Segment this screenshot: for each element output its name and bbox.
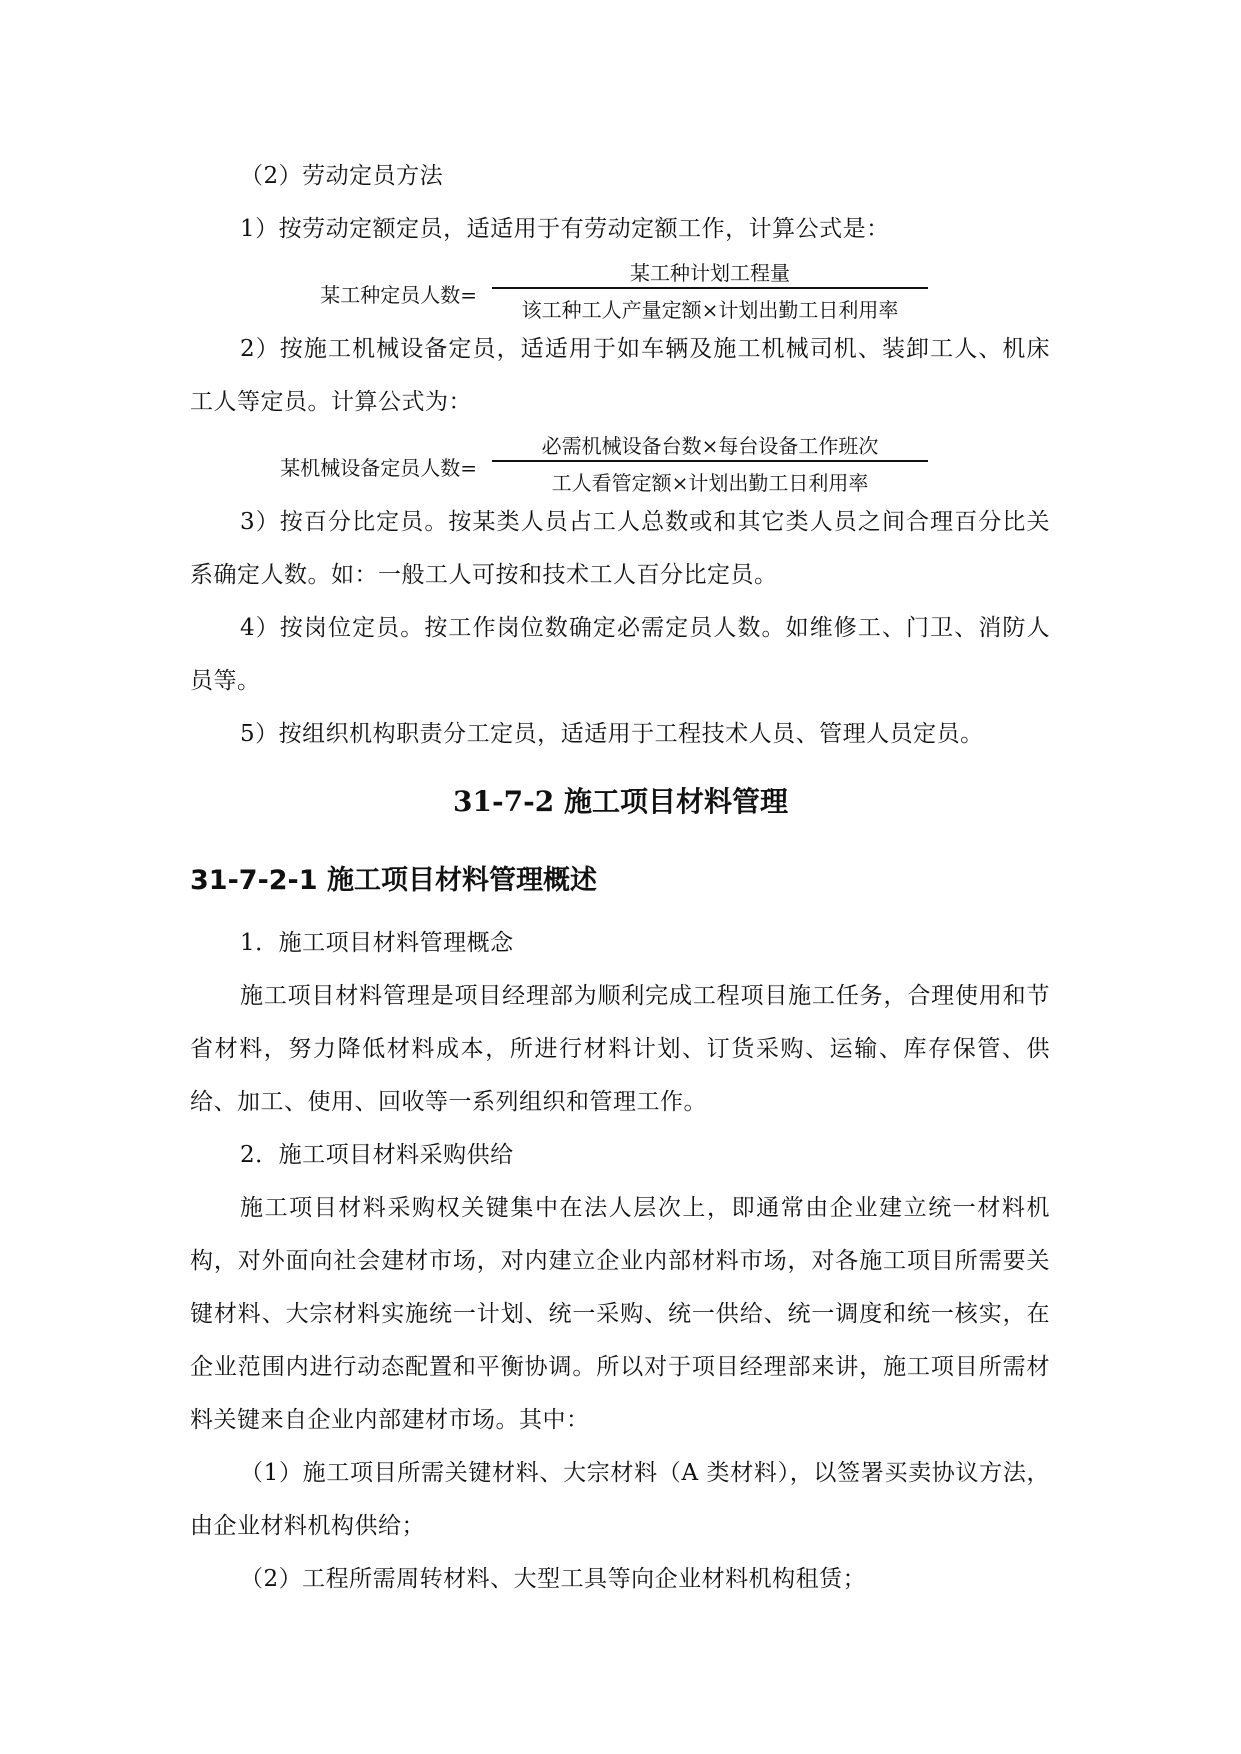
- formula-labor-quota: [0, 257, 1241, 327]
- method-heading: （2）劳动定员方法: [240, 163, 444, 189]
- body-paragraph-1: 施工项目材料管理是项目经理部为顺利完成工程项目施工任务，合理使用和节省材料，努力降低材料成本，所进行材料计划、订货采购、运输、库存保管、供给、加工、使用、回收等一系列组织和管理工作。: [190, 983, 1050, 1115]
- body-heading-2: 2．施工项目材料采购供给: [240, 1142, 514, 1168]
- formula-denominator: 工人看管定额×计划出勤工日利用率: [551, 471, 869, 495]
- formula-machine-quota: [0, 430, 1241, 500]
- body-paragraph-2: 施工项目材料采购权关键集中在法人层次上，即通常由企业建立统一材料机构，对外面向社会建材市场，对内建立企业内部材料市场，对各施工项目所需要关键材料、大宗材料实施统一计划、统一采购、统一供给、统一调度和统一核实，在企业范围内进行动态配置和平衡协调。所以对于项目经理部来讲，施工项目所需材料关键来自企业内部建材市场。其中：: [190, 1195, 1050, 1433]
- method-4: 4）按岗位定员。按工作岗位数确定必需定员人数。如维修工、门卫、消防人员等。: [190, 615, 1050, 694]
- fraction-bar: [492, 460, 928, 462]
- method-2: 2）按施工机械设备定员，适适用于如车辆及施工机械司机、装卸工人、机床工人等定员。计算公式为：: [190, 336, 1050, 415]
- body-heading-1: 1．施工项目材料管理概念: [240, 930, 514, 956]
- formula-denominator: 该工种工人产量定额×计划出勤工日利用率: [521, 298, 899, 322]
- formula-lhs: 某机械设备定员人数=: [280, 456, 477, 480]
- method-3: 3）按百分比定员。按某类人员占工人总数或和其它类人员之间合理百分比关系确定人数。如：一般工人可按和技术工人百分比定员。: [190, 509, 1050, 588]
- formula-lhs: 某工种定员人数=: [320, 283, 477, 307]
- section-title: 31-7-2 施工项目材料管理: [453, 785, 788, 818]
- method-1: 1）按劳动定额定员，适适用于有劳动定额工作，计算公式是：: [240, 216, 890, 242]
- body-item-1: （1）施工项目所需关键材料、大宗材料（A 类材料），以签署买卖协议方法，由企业材料机构供给；: [190, 1460, 1050, 1539]
- method-5: 5）按组织机构职责分工定员，适适用于工程技术人员、管理人员定员。: [240, 721, 984, 747]
- formula-numerator: 必需机械设备台数×每台设备工作班次: [541, 434, 879, 458]
- subsection-title: 31-7-2-1 施工项目材料管理概述: [190, 865, 597, 896]
- body-item-2: （2）工程所需周转材料、大型工具等向企业材料机构租赁；: [240, 1566, 867, 1592]
- formula-numerator: 某工种计划工程量: [630, 261, 790, 285]
- fraction-bar: [492, 287, 928, 289]
